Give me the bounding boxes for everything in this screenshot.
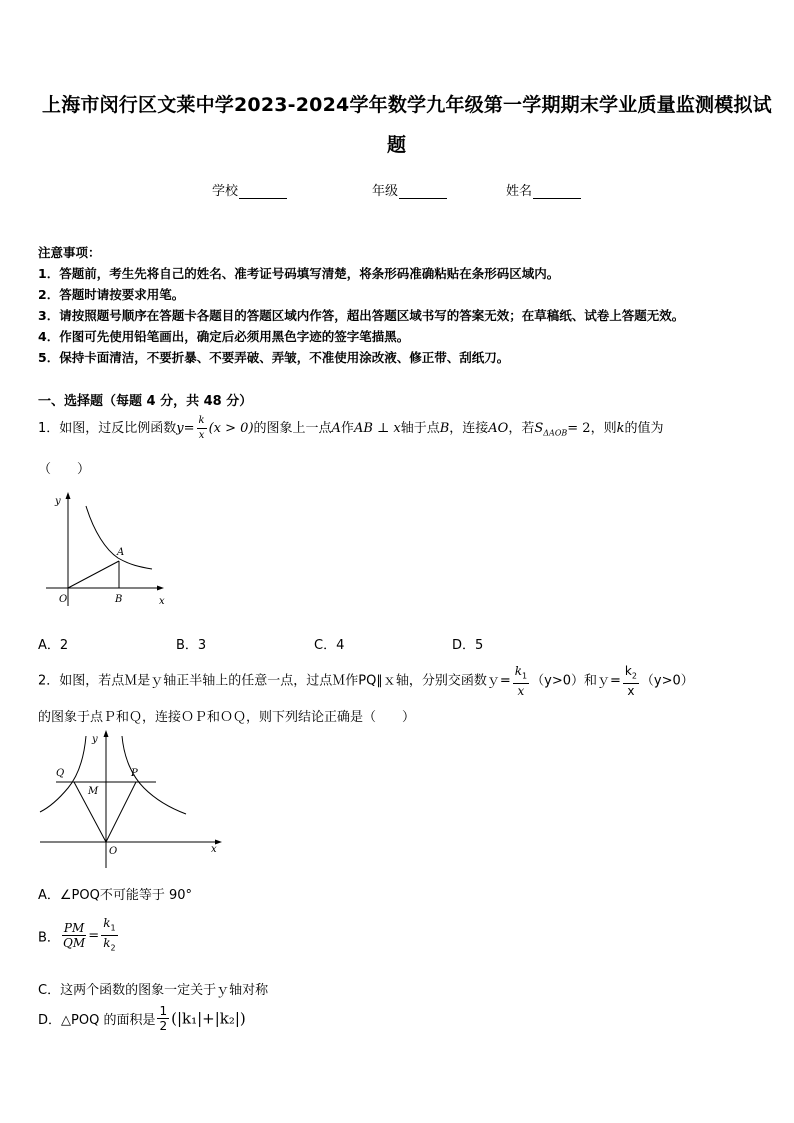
q2-option-b-label: B． <box>38 930 60 946</box>
q2-fig-label-m: M <box>88 786 99 797</box>
q2-fig-label-x: x <box>211 844 217 855</box>
q1-text: 的值为 <box>624 421 664 436</box>
notes-heading: 注意事项： <box>38 245 101 260</box>
q1-fig-label-x: x <box>159 596 165 607</box>
notes-block <box>38 242 684 368</box>
grade-field <box>372 180 447 199</box>
q1-x-arrow <box>157 586 164 591</box>
q2-option-d[interactable] <box>38 1004 246 1033</box>
name-field <box>506 180 581 199</box>
q2-option-d-den: 2 <box>159 1019 168 1033</box>
q1-option-b[interactable]: B．3 <box>176 638 207 653</box>
q1-eq: = <box>183 421 195 436</box>
q2-option-b-k1-sub: 1 <box>110 923 116 933</box>
q2-option-d-num: 1 <box>159 1004 168 1018</box>
q1-text: 轴于点 <box>400 421 440 436</box>
notes-item: 5．保持卡面清洁，不要折暴、不要弄破、弄皱，不准使用涂改液、修正带、刮纸刀。 <box>38 350 510 365</box>
notes-item: 1．答题前，考生先将自己的姓名、准考证号码填写清楚，将条形码准确粘贴在条形码区域内。 <box>38 266 560 281</box>
q1-text: 1．如图，过反比例函数 <box>38 421 177 436</box>
q1-fig-label-b: B <box>115 594 123 605</box>
school-field <box>212 180 287 199</box>
school-label: 学校 <box>212 184 239 199</box>
q1-option-a[interactable]: A．2 <box>38 638 69 653</box>
q2-k1: k <box>514 664 523 678</box>
q1-hyperbola <box>86 506 152 569</box>
q2-option-d-expr: (|k₁|+|k₂|) <box>171 1009 246 1028</box>
q1-option-c[interactable]: C．4 <box>314 638 345 653</box>
q2-fraction-2 <box>623 664 639 698</box>
q2-text: 2．如图，若点Ｍ是ｙ轴正半轴上的任意一点，过点Ｍ作PQ∥ｘ轴，分别交函数ｙ= <box>38 673 511 689</box>
q1-text: ，若 <box>508 421 535 436</box>
q2-option-b-eq: = <box>88 928 100 944</box>
q1-area-eq: = 2 <box>567 421 591 436</box>
q2-option-d-frac <box>157 1004 169 1033</box>
q2-fig-label-p: P <box>131 768 138 779</box>
q2-option-c[interactable]: C．这两个函数的图象一定关于ｙ轴对称 <box>38 983 269 998</box>
q1-segment-ao <box>68 561 119 588</box>
q2-text: （y>0） <box>640 673 694 689</box>
q1-figure <box>38 488 178 618</box>
q1-fig-label-a: A <box>117 547 125 558</box>
q1-option-d[interactable]: D．5 <box>452 638 484 653</box>
q2-option-b-left-frac <box>62 921 86 950</box>
q2-text: （y>0）和ｙ= <box>531 673 621 689</box>
q2-option-b-pm: PM <box>63 921 85 936</box>
q2-option-b-qm: QM <box>63 936 86 951</box>
q1-fig-label-o: O <box>59 594 68 605</box>
q1-area-sub: ΔAOB <box>543 428 568 438</box>
q1-text: ，连接 <box>449 421 489 436</box>
notes-item: 3．请按照题号顺序在答题卡各题目的答题区域内作答，超出答题区域书写的答案无效；在草稿纸、试卷上答题无效。 <box>38 308 685 323</box>
name-label: 姓名 <box>506 184 533 199</box>
grade-blank <box>399 184 447 199</box>
page-title-continued: 题 <box>387 134 407 156</box>
q1-k: k <box>616 421 625 436</box>
q1-y: y <box>176 421 184 436</box>
q1-area-s: S <box>534 421 544 436</box>
q1-text: ，则 <box>590 421 617 436</box>
q2-segment-op <box>106 782 136 842</box>
grade-label: 年级 <box>372 184 399 199</box>
q2-line-2: 的图象于点Ｐ和Ｑ，连接ＯＰ和ＯＱ，则下列结论正确是（ ） <box>38 710 416 725</box>
name-blank <box>533 184 581 199</box>
q1-text: 的图象上一点 <box>253 421 332 436</box>
school-blank <box>239 184 287 199</box>
page-title: 上海市闵行区文莱中学2023-2024学年数学九年级第一学期期末学业质量监测模拟试 <box>42 94 772 116</box>
q2-k2: k <box>624 664 632 678</box>
question-1 <box>38 414 663 449</box>
q2-option-b[interactable] <box>38 916 120 956</box>
q2-option-a[interactable]: A．∠POQ不可能等于 90° <box>38 888 193 903</box>
q2-k1-sub: 1 <box>522 671 528 681</box>
q1-cond: (x > 0) <box>208 421 254 436</box>
q2-x1: x <box>517 684 525 699</box>
q2-fig-label-q: Q <box>56 768 65 779</box>
q2-option-b-right-frac <box>101 916 117 956</box>
q1-frac-num: k <box>197 414 207 429</box>
q2-option-b-k1: k <box>103 916 111 930</box>
q1-answer-paren: （ ） <box>38 462 91 477</box>
q2-fraction-1 <box>513 664 529 698</box>
notes-item: 4．作图可先使用铅笔画出，确定后必须用黑色字迹的签字笔描黑。 <box>38 329 410 344</box>
q1-seg-ao: AO <box>488 421 509 436</box>
q1-y-arrow <box>66 492 71 499</box>
q2-k2-sub: 2 <box>631 671 637 681</box>
q1-perp: AB ⊥ x <box>353 421 401 436</box>
q2-option-b-k2-sub: 2 <box>110 943 116 953</box>
q2-fig-label-y: y <box>92 734 98 745</box>
q2-x2: x <box>627 684 635 699</box>
q2-option-d-label: D．△POQ 的面积是 <box>38 1013 156 1028</box>
q1-text: 作 <box>340 421 354 436</box>
notes-item: 2．答题时请按要求用笔。 <box>38 287 185 302</box>
q1-fig-label-y: y <box>55 496 61 507</box>
q2-option-b-k2: k <box>103 936 111 951</box>
q1-frac-den: x <box>198 430 205 441</box>
q2-figure <box>38 728 228 868</box>
q1-fraction <box>197 414 207 443</box>
q1-point-a: A <box>331 421 341 436</box>
q2-fig-label-o: O <box>109 846 118 857</box>
section-heading: 一、选择题（每题 4 分，共 48 分） <box>38 394 253 409</box>
question-2 <box>38 664 694 698</box>
q2-y-arrow <box>104 730 109 737</box>
q1-point-b: B <box>439 421 450 436</box>
